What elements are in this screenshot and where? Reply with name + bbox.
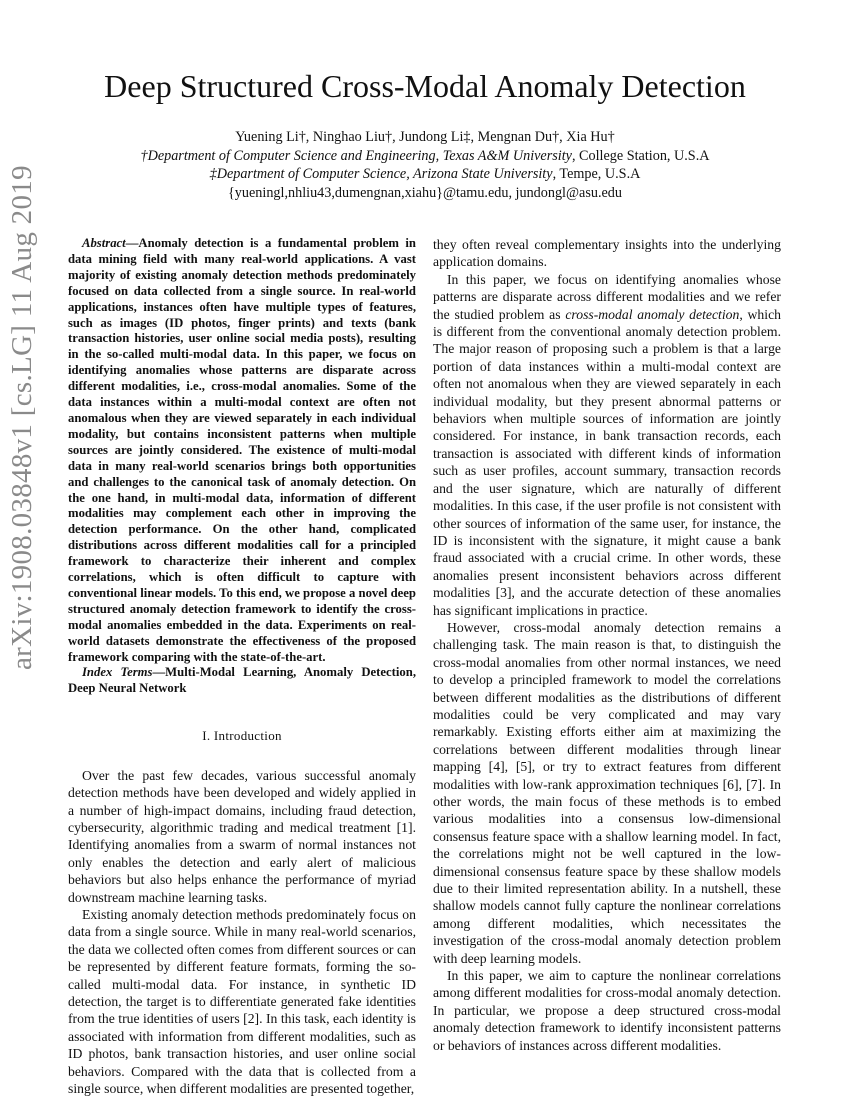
affiliation-1-place: , College Station, U.S.A <box>571 147 710 164</box>
intro-paragraph-3 <box>433 271 781 619</box>
intro-paragraph-2-continued: they often reveal complementary insights into the underlying application domains. <box>433 237 781 270</box>
arxiv-stamp: arXiv:1908.03848v1 [cs.LG] 11 Aug 2019 <box>6 165 38 670</box>
author-emails: {yueningl,nhliu43,dumengnan,xiahu}@tamu.edu, jundongl@asu.edu <box>228 184 622 201</box>
intro-paragraph-1: Over the past few decades, various successful anomaly detection methods have been developed and widely applied in a number of high-impact domains, including fraud detection, cybersecurity, algorithmic trading and medical treatment [1]. Identifying anomalies from a swarm of normal instances not only enables the detection and early alert of malicious behaviors but also helps enhance the performance of myriad downstream machine learning tasks. <box>68 767 416 905</box>
section-heading-text: I. Introduction <box>202 728 282 744</box>
affiliation-2-place: , Tempe, U.S.A <box>552 166 641 182</box>
abstract-label: Abstract <box>82 236 126 250</box>
intro-paragraph-3-start: In this paper, we focus on identifying anomalies whose patterns are disparate across different modalities and we refer the studied problem as <box>433 271 781 322</box>
affiliation-2-dept: ‡Department of Computer Science, Arizona State University <box>209 166 553 182</box>
index-terms-label: Index Terms <box>82 665 153 680</box>
abstract-text: —Anomaly detection is a fundamental problem in data mining field with many real-world applications. A vast majority of existing anomaly detection methods predominately focused on data collected from a single source. In real-world applications, instances often have multiple types of features, such as images (ID photos, finger prints) and texts (bank transaction histories, user online social media posts), resulting in the so-called multi-modal data. In this paper, we focus on identifying anomalies whose patterns are disparate across different modalities, i.e., cross-modal anomalies. Some of the data instances within a multi-modal context are often not anomalous when they are viewed separately in each individual modality, but contains inconsistent patterns when multiple sources are jointly considered. The existence of multi-modal data in many real-world scenarios brings both opportunities and challenges to the canonical task of anomaly detection. On the one hand, in multi-modal data, information of different modalities may complement each other in improving the detection performance. On the other hand, complicated distributions across different modalities call for a principled framework to characterize their inherent and complex correlations, which is often difficult to capture with conventional linear models. To this end, we propose a novel deep structured anomaly detection framework to identify the cross-modal anomalies embedded in the data. Experiments on real-world datasets demonstrate the effectiveness of the proposed framework comparing with the state-of-the-art. <box>68 236 416 664</box>
index-terms <box>68 665 416 697</box>
affiliation-1 <box>60 147 790 166</box>
left-column <box>68 236 416 1097</box>
affiliation-1-dept: †Department of Computer Science and Engineering, Texas A&M University <box>140 147 572 164</box>
paper-title: Deep Structured Cross-Modal Anomaly Detection <box>104 68 746 104</box>
section-heading-introduction <box>68 727 416 744</box>
intro-paragraph-4: However, cross-modal anomaly detection remains a challenging task. The main reason is that, to distinguish the cross-modal anomalies from other normal instances, we need to develop a principled framework to model the correlations between different modalities as the distributions of different modalities could be very complicated and may vary remarkably. Existing efforts either aim at maximizing the correlations between different modalities through linear mapping [4], [5], or try to extract features from different modalities with low-rank approximation techniques [6], [7]. In other words, the main focus of these methods is to embed various modalities into a consensus low-dimensional consensus feature space with a shallow learning model. In fact, the correlations might not be well captured in the low-dimensional consensus feature space by these shallow models due to their limited representation ability. In a nutshell, these shallow models cannot fully capture the nonlinear correlations among different modalities, which necessitates the investigation of the cross-modal anomaly detection problem with deep learning models. <box>433 619 781 966</box>
abstract <box>68 236 416 665</box>
index-terms-text: —Multi-Modal Learning, Anomaly Detection, Deep Neural Network <box>68 665 416 696</box>
intro-paragraph-3-end: , which is different from the conventional anomaly detection problem. The major reason of proposing such a problem is that a large portion of data instances within a multi-modal context are often not anomalous when they are viewed separately in each individual modality, but they present abnormal patterns or behaviors when multiple sources of information are jointly considered. For instance, in bank transaction records, each transaction is associated with different kinds of information such as user profiles, account summary, transaction records and the user signature, which are naturally of different modalities. In this case, if the user profile is not consistent with other sources of information of the same user, for instance, the ID is inconsistent with the signature, it might cause a bank fraud associated with a crucial crime. In other words, these anomalies present inconsistent behaviors across different modalities [3], and the accurate detection of these anomalies has significant implications in practice. <box>433 306 781 618</box>
intro-paragraph-5: In this paper, we aim to capture the nonlinear correlations among different modalities for cross-modal anomaly detection. In particular, we propose a deep structured cross-modal anomaly detection framework to identify inconsistent patterns or behaviors of instances across different modalities. <box>433 968 781 1053</box>
intro-paragraph-2: Existing anomaly detection methods predominately focus on data from a single source. While in many real-world scenarios, the data we collected often comes from different sources or can be represented by different feature formats, forming the so-called multi-modal data. For instance, in synthetic ID detection, the target is to differentiate generated fake identities from the true identities of users [2]. In this task, each identity is associated with information from different modalities, such as ID photos, bank transaction histories, and user online social behaviors. Compared with the data that is collected from a single source, when different modalities are presented together, <box>68 906 416 1096</box>
right-column <box>433 236 781 1054</box>
author-block <box>60 128 790 202</box>
author-names: Yuening Li†, Ninghao Liu†, Jundong Li‡, Mengnan Du†, Xia Hu† <box>235 129 615 145</box>
problem-name-emphasis: cross-modal anomaly detection <box>565 306 740 322</box>
affiliation-2 <box>60 165 790 184</box>
